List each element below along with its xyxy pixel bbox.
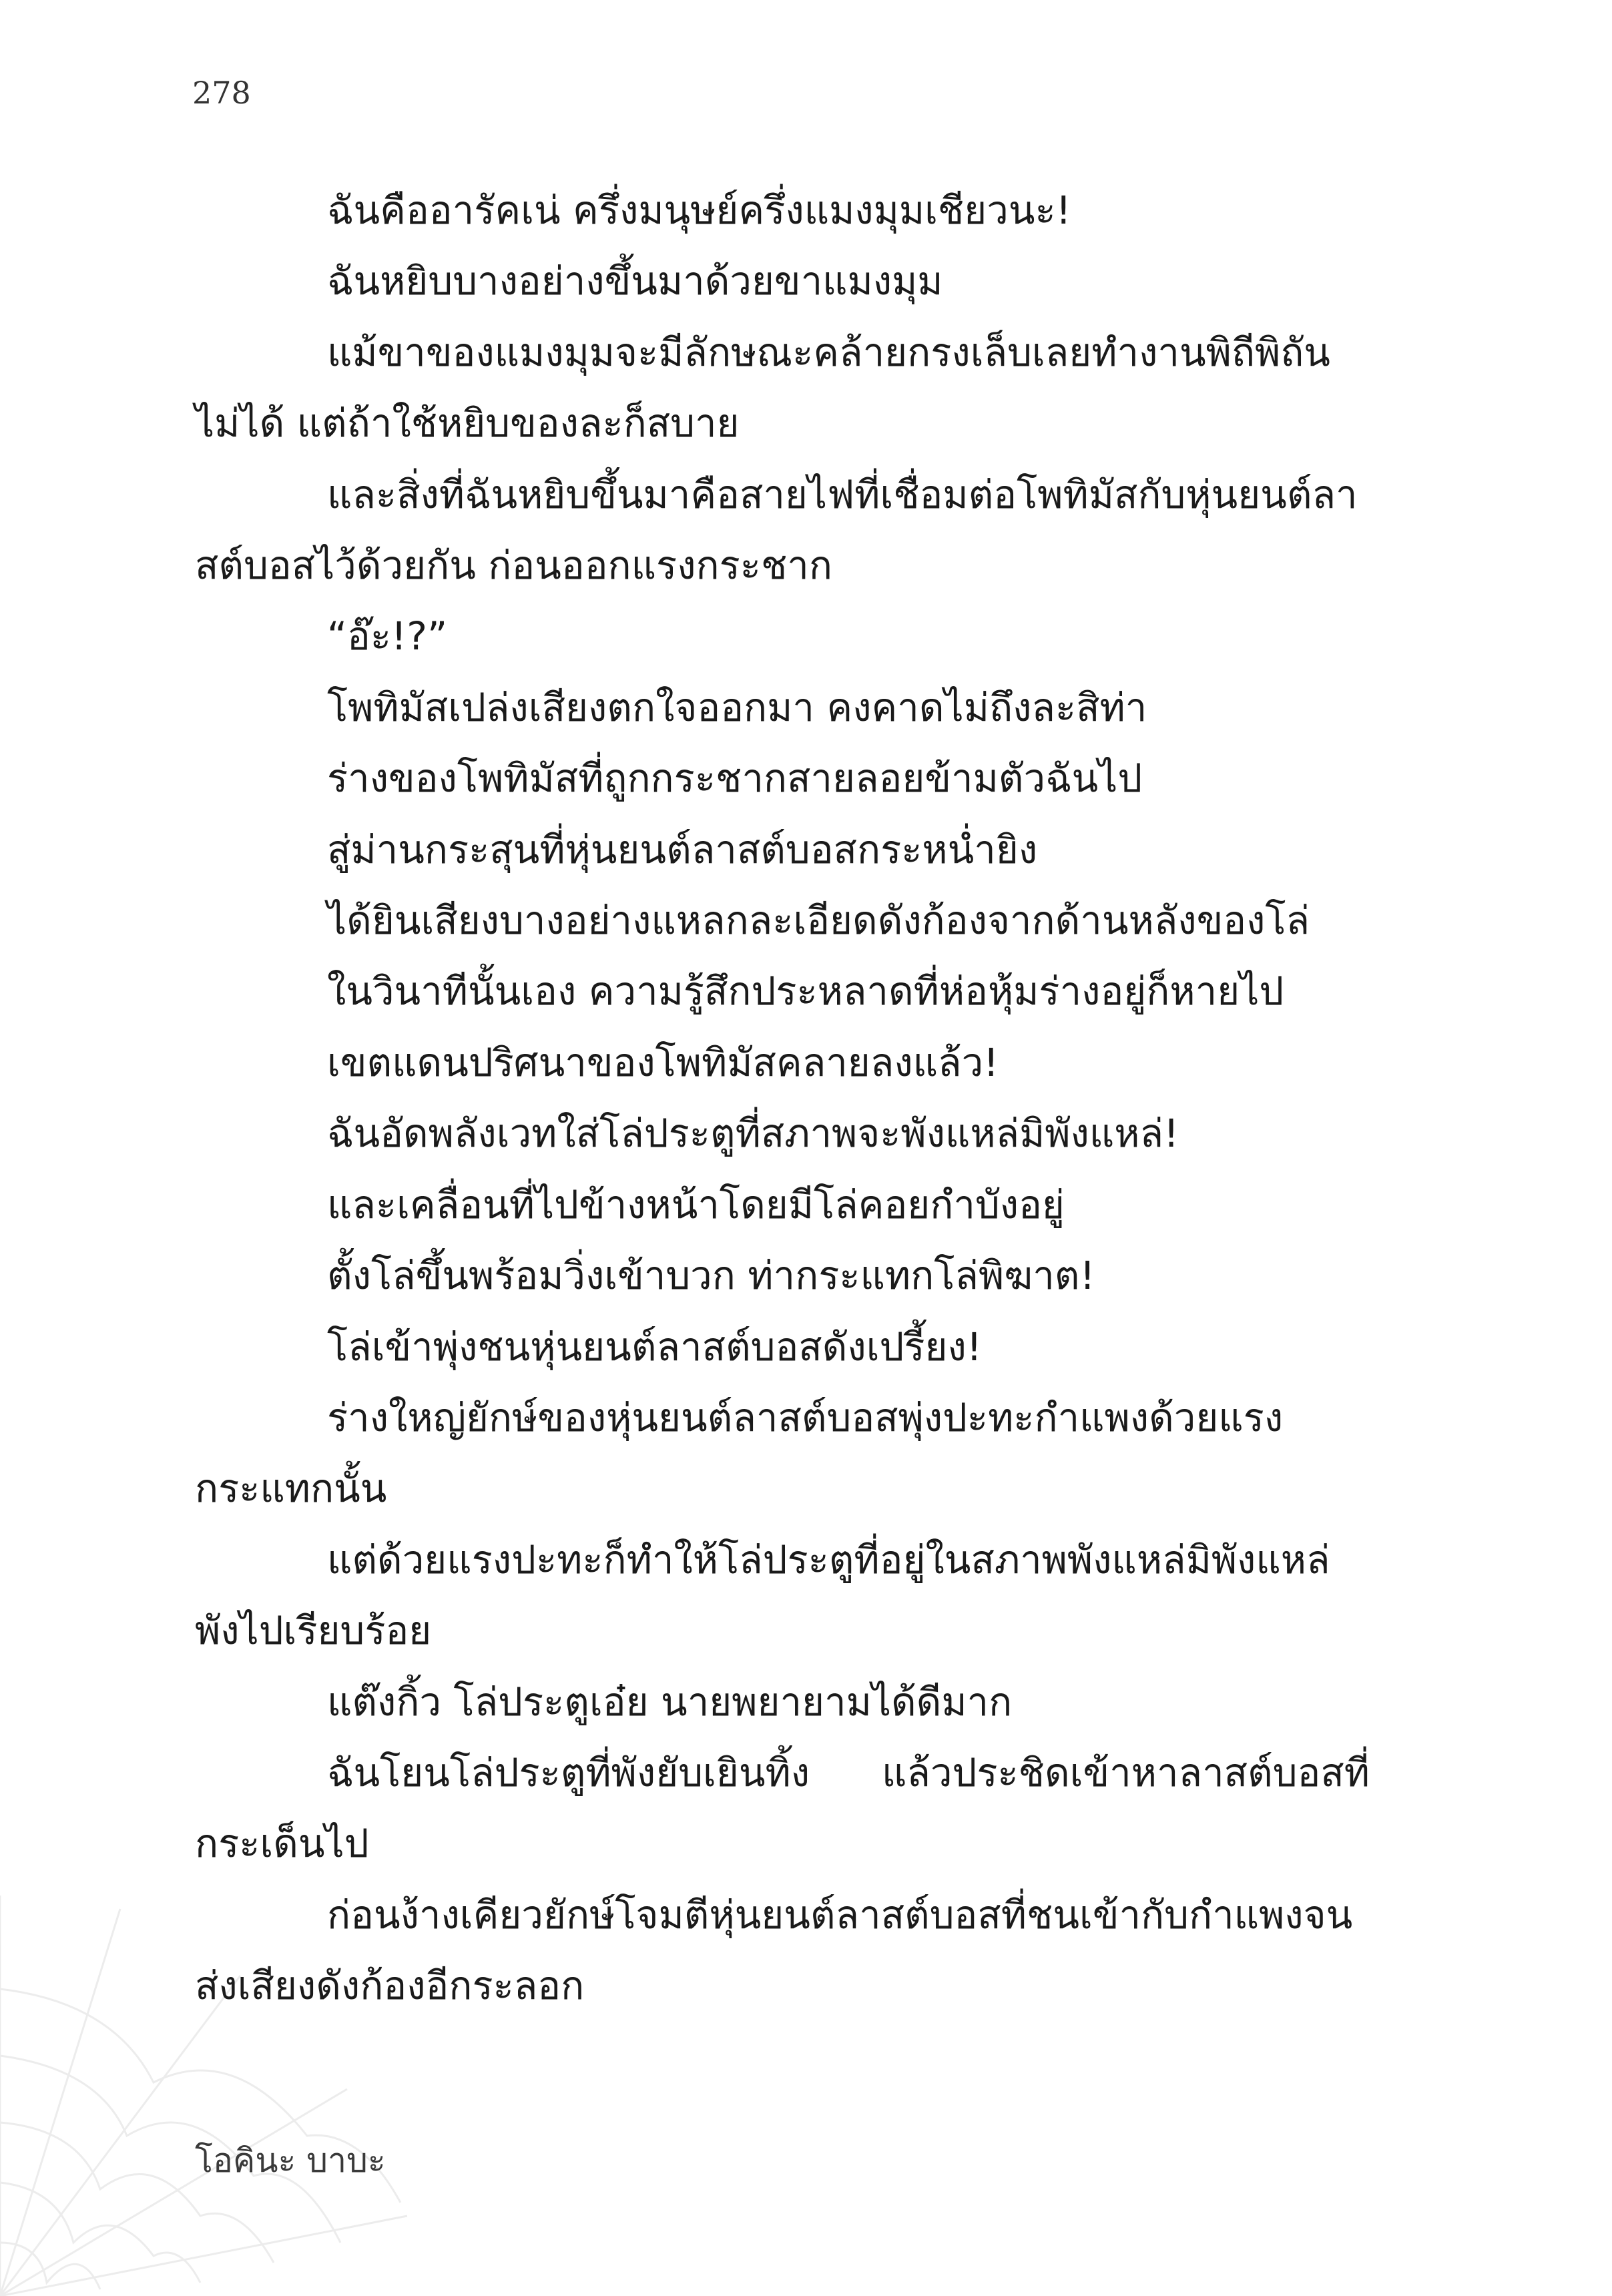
- paragraph: ฉันคืออารัคเน่ ครึ่งมนุษย์ครึ่งแมงมุมเชียวนะ!: [327, 188, 1071, 233]
- footer-author-title: โอคินะ บาบะ: [195, 2141, 386, 2180]
- body-text: [195, 175, 1370, 2022]
- paragraph: โพทิมัสเปล่งเสียงตกใจออกมา คงคาดไม่ถึงละสิท่า: [327, 684, 1147, 730]
- paragraph: ในวินาทีนั้นเอง ความรู้สึกประหลาดที่ห่อหุ้มร่างอยู่ก็หายไป: [327, 968, 1284, 1015]
- paragraph: สู่ม่านกระสุนที่หุ่นยนต์ลาสต์บอสกระหน่ำยิง: [327, 826, 1038, 872]
- paragraph: ก่อนง้างเคียวยักษ์โจมตีหุ่นยนต์ลาสต์บอสที่ชนเข้ากับกำแพงจนส่งเสียงดังก้องอีกระลอก: [195, 1892, 1353, 2009]
- paragraph: ร่างใหญ่ยักษ์ของหุ่นยนต์ลาสต์บอสพุ่งปะทะกำแพงด้วยแรงกระแทกนั้น: [195, 1394, 1284, 1512]
- paragraph: โล่เข้าพุ่งชนหุ่นยนต์ลาสต์บอสดังเปรี้ยง!: [327, 1324, 983, 1370]
- paragraph: และสิ่งที่ฉันหยิบขึ้นมาคือสายไฟที่เชื่อมต่อโพทิมัสกับหุ่นยนต์ลาสต์บอสไว้ด้วยกัน ก่อนออกแรงกระชาก: [195, 471, 1358, 589]
- paragraph: ฉันอัดพลังเวทใส่โล่ประตูที่สภาพจะพังแหล่มิพังแหล่!: [327, 1111, 1179, 1157]
- paragraph: เขตแดนปริศนาของโพทิมัสคลายลงแล้ว!: [327, 1039, 999, 1085]
- paragraph: ได้ยินเสียงบางอย่างแหลกละเอียดดังก้องจากด้านหลังของโล่: [327, 898, 1310, 944]
- paragraph: แม้ขาของแมงมุมจะมีลักษณะคล้ายกรงเล็บเลยทำงานพิถีพิถันไม่ได้ แต่ถ้าใช้หยิบของละก็สบาย: [195, 329, 1330, 447]
- page-number: 278: [192, 75, 251, 111]
- paragraph: แต่ด้วยแรงปะทะก็ทำให้โล่ประตูที่อยู่ในสภาพพังแหล่มิพังแหล่พังไปเรียบร้อย: [195, 1536, 1330, 1654]
- paragraph: ฉันโยนโล่ประตูที่พังยับเยินทิ้ง แล้วประชิดเข้าหาลาสต์บอสที่กระเด็นไป: [195, 1749, 1370, 1867]
- paragraph: ตั้งโล่ขึ้นพร้อมวิ่งเข้าบวก ท่ากระแทกโล่พิฆาต!: [327, 1253, 1095, 1299]
- paragraph: และเคลื่อนที่ไปข้างหน้าโดยมีโล่คอยกำบังอยู่: [327, 1181, 1065, 1227]
- paragraph: แต๊งกิ้ว โล่ประตูเอ๋ย นายพยายามได้ดีมาก: [327, 1679, 1013, 1725]
- paragraph: ฉันหยิบบางอย่างขึ้นมาด้วยขาแมงมุม: [327, 258, 943, 304]
- paragraph: “อ๊ะ!?”: [327, 613, 448, 659]
- paragraph: ร่างของโพทิมัสที่ถูกกระชากสายลอยข้ามตัวฉันไป: [327, 756, 1143, 802]
